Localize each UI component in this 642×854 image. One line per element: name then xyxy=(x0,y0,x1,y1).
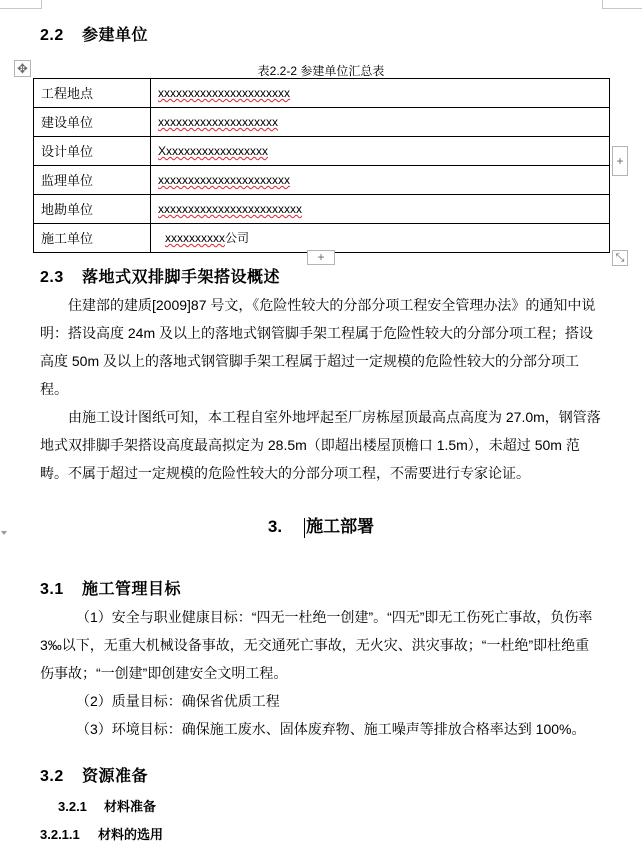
table-row xyxy=(34,79,610,108)
section-number: 2.3 xyxy=(40,269,64,286)
table-resize-handle-icon[interactable]: ⤡ xyxy=(612,250,628,266)
section-number: 2.2 xyxy=(40,27,64,44)
section-heading-2-2 xyxy=(40,22,148,45)
table-cell-label[interactable]: 施工单位 xyxy=(34,224,151,253)
add-row-plus-icon[interactable]: + xyxy=(307,250,335,265)
table-row xyxy=(34,166,610,195)
table-value-text: xxxxxxxxxx xyxy=(165,231,225,245)
table-row xyxy=(34,224,610,253)
table-row xyxy=(34,195,610,224)
text-cursor xyxy=(304,518,305,538)
section-title: 施工管理目标 xyxy=(82,581,182,598)
table-cell-value[interactable] xyxy=(151,224,610,253)
top-left-margin-mark-v xyxy=(41,0,42,9)
table-cell-label[interactable]: 监理单位 xyxy=(34,166,151,195)
table-caption: 表2.2-2 参建单位汇总表 xyxy=(257,64,385,78)
section-number: 3.1 xyxy=(40,581,64,598)
section-title: 参建单位 xyxy=(82,27,149,44)
participants-table xyxy=(33,78,610,253)
chapter-title: 施工部署 xyxy=(306,517,375,536)
top-right-margin-mark-h xyxy=(602,8,642,9)
table-value-text: xxxxxxxxxxxxxxxxxxxxxxxx xyxy=(158,202,302,216)
goal-quality: （2）质量目标：确保省优质工程 xyxy=(76,693,280,709)
top-left-margin-mark-h xyxy=(0,8,42,9)
section-heading-3-2-1-1 xyxy=(40,824,163,843)
table-cell-label[interactable]: 建设单位 xyxy=(34,108,151,137)
table-value-text: xxxxxxxxxxxxxxxxxxxxxx xyxy=(158,173,290,187)
table-cell-value[interactable] xyxy=(151,79,610,108)
table-cell-label[interactable]: 地勘单位 xyxy=(34,195,151,224)
paragraph-regulation: 住建部的建质[2009]87 号文，《危险性较大的分部分项工程安全管理办法》的通知中说明：搭设高度 24m 及以上的落地式钢管脚手架工程属于危险性较大的分部分项工程；搭设高度 50m 及以上的落地式钢管脚手架工程属于超过一定规模的危险性较大的分部分项工程。 xyxy=(40,297,596,397)
table-cell-label[interactable]: 工程地点 xyxy=(34,79,151,108)
section-title: 资源准备 xyxy=(82,768,149,785)
section-number: 3.2.1.1 xyxy=(40,827,80,842)
section-heading-3-1 xyxy=(40,576,181,599)
paragraph-height-analysis: 由施工设计图纸可知，本工程自室外地坪起至厂房栋屋顶最高点高度为 27.0m，钢管落地式双排脚手架搭设高度最高拟定为 28.5m（即超出楼屋顶檐口 1.5m），未超过 50m 范畴。不属于超过一定规模的危险性较大的分部分项工程，不需要进行专家论证。 xyxy=(40,409,601,481)
table-value-text: Xxxxxxxxxxxxxxxxxx xyxy=(158,144,269,158)
table-value-text: xxxxxxxxxxxxxxxxxxxxxx xyxy=(158,86,290,100)
table-cell-value[interactable] xyxy=(151,166,610,195)
section-number: 3.2 xyxy=(40,768,64,785)
section-title: 材料的选用 xyxy=(98,827,164,842)
table-cell-value[interactable] xyxy=(151,137,610,166)
section-heading-3-2 xyxy=(40,763,148,786)
table-move-handle-icon[interactable]: ✥ xyxy=(14,60,31,77)
section-heading-3-2-1 xyxy=(58,796,156,815)
add-column-plus-icon[interactable]: + xyxy=(612,146,628,176)
table-value-suffix: 公司 xyxy=(225,231,250,245)
goal-environment: （3）环境目标：确保施工废水、固体废弃物、施工噪声等排放合格率达到 100%。 xyxy=(76,721,586,737)
table-cell-value[interactable] xyxy=(151,195,610,224)
table-cell-label[interactable]: 设计单位 xyxy=(34,137,151,166)
section-heading-2-3 xyxy=(40,264,280,287)
chapter-heading-3 xyxy=(0,512,642,538)
table-value-text: xxxxxxxxxxxxxxxxxxxx xyxy=(158,115,278,129)
table-row xyxy=(34,108,610,137)
section-title: 材料准备 xyxy=(104,799,157,814)
table-cell-value[interactable] xyxy=(151,108,610,137)
section-title: 落地式双排脚手架搭设概述 xyxy=(82,269,281,286)
section-number: 3.2.1 xyxy=(58,799,87,814)
chapter-number: 3. xyxy=(267,517,283,536)
goal-safety: （1）安全与职业健康目标：“四无一杜绝一创建”。“四无”即无工伤死亡事故，负伤率 3‰以下，无重大机械设备事故，无交通死亡事故，无火灾、洪灾事故；“一杜绝”即杜绝重伤事故；“一创建”即创建安全文明工程。 xyxy=(40,609,593,681)
top-right-margin-mark-v xyxy=(602,0,603,9)
table-row xyxy=(34,137,610,166)
